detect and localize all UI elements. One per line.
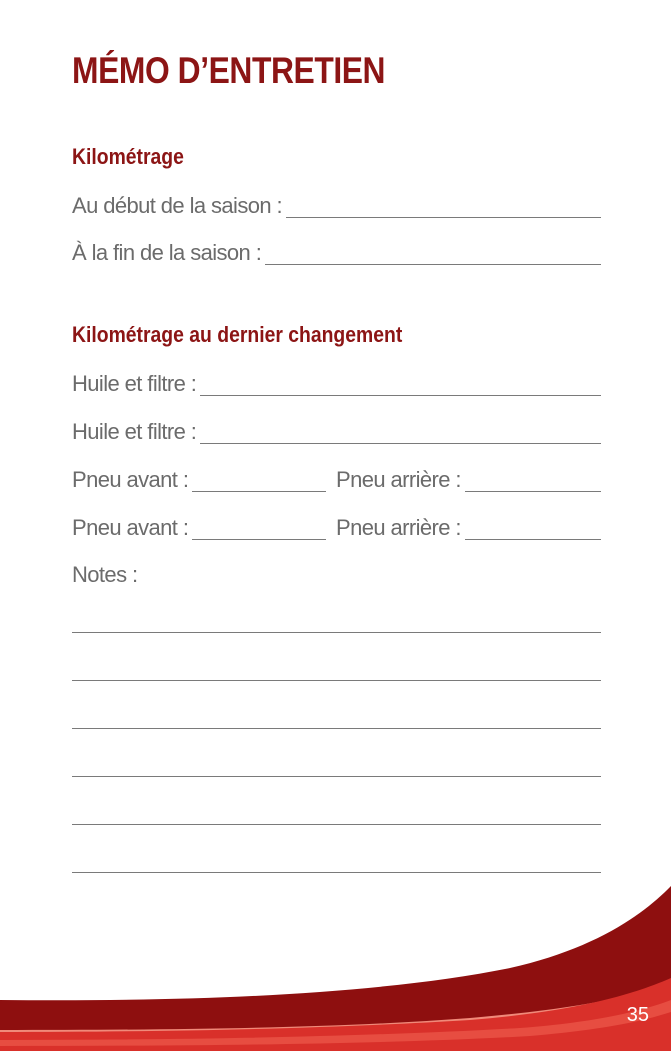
notes-line[interactable]: [72, 728, 601, 729]
rear-tire-label-1: Pneu arrière :: [336, 467, 461, 492]
notes-line[interactable]: [72, 632, 601, 633]
notes-label: Notes :: [72, 562, 138, 587]
season-end-input-line[interactable]: [265, 264, 601, 265]
season-end-field[interactable]: [72, 235, 601, 265]
oil-filter-field-1[interactable]: [72, 366, 601, 396]
oil-filter-label-2: Huile et filtre :: [72, 419, 197, 444]
notes-line[interactable]: [72, 680, 601, 681]
season-start-field[interactable]: [72, 188, 601, 218]
oil-filter-input-line-2[interactable]: [200, 443, 601, 444]
tire-row-1: [72, 462, 601, 492]
tire-row-2: [72, 510, 601, 540]
decorative-wave: [0, 860, 671, 1051]
page-title: MÉMO D’ENTRETIEN: [72, 50, 386, 91]
notes-line[interactable]: [72, 824, 601, 825]
season-start-label: Au début de la saison :: [72, 193, 283, 218]
season-end-label: À la fin de la saison :: [72, 240, 262, 265]
rear-tire-label-2: Pneu arrière :: [336, 515, 461, 540]
section-heading-mileage: Kilométrage: [72, 144, 184, 169]
rear-tire-input-line-2[interactable]: [465, 539, 601, 540]
front-tire-input-line-1[interactable]: [192, 491, 326, 492]
notes-line[interactable]: [72, 776, 601, 777]
section-heading-last-change: Kilométrage au dernier changement: [72, 322, 403, 347]
front-tire-field-1[interactable]: [72, 468, 326, 492]
oil-filter-label-1: Huile et filtre :: [72, 371, 197, 396]
rear-tire-field-2[interactable]: [336, 516, 601, 540]
oil-filter-input-line-1[interactable]: [200, 395, 601, 396]
front-tire-label-1: Pneu avant :: [72, 467, 189, 492]
rear-tire-input-line-1[interactable]: [465, 491, 601, 492]
front-tire-input-line-2[interactable]: [192, 539, 326, 540]
front-tire-field-2[interactable]: [72, 516, 326, 540]
front-tire-label-2: Pneu avant :: [72, 515, 189, 540]
season-start-input-line[interactable]: [286, 217, 601, 218]
page-number: 35: [626, 1004, 649, 1026]
rear-tire-field-1[interactable]: [336, 468, 601, 492]
oil-filter-field-2[interactable]: [72, 414, 601, 444]
